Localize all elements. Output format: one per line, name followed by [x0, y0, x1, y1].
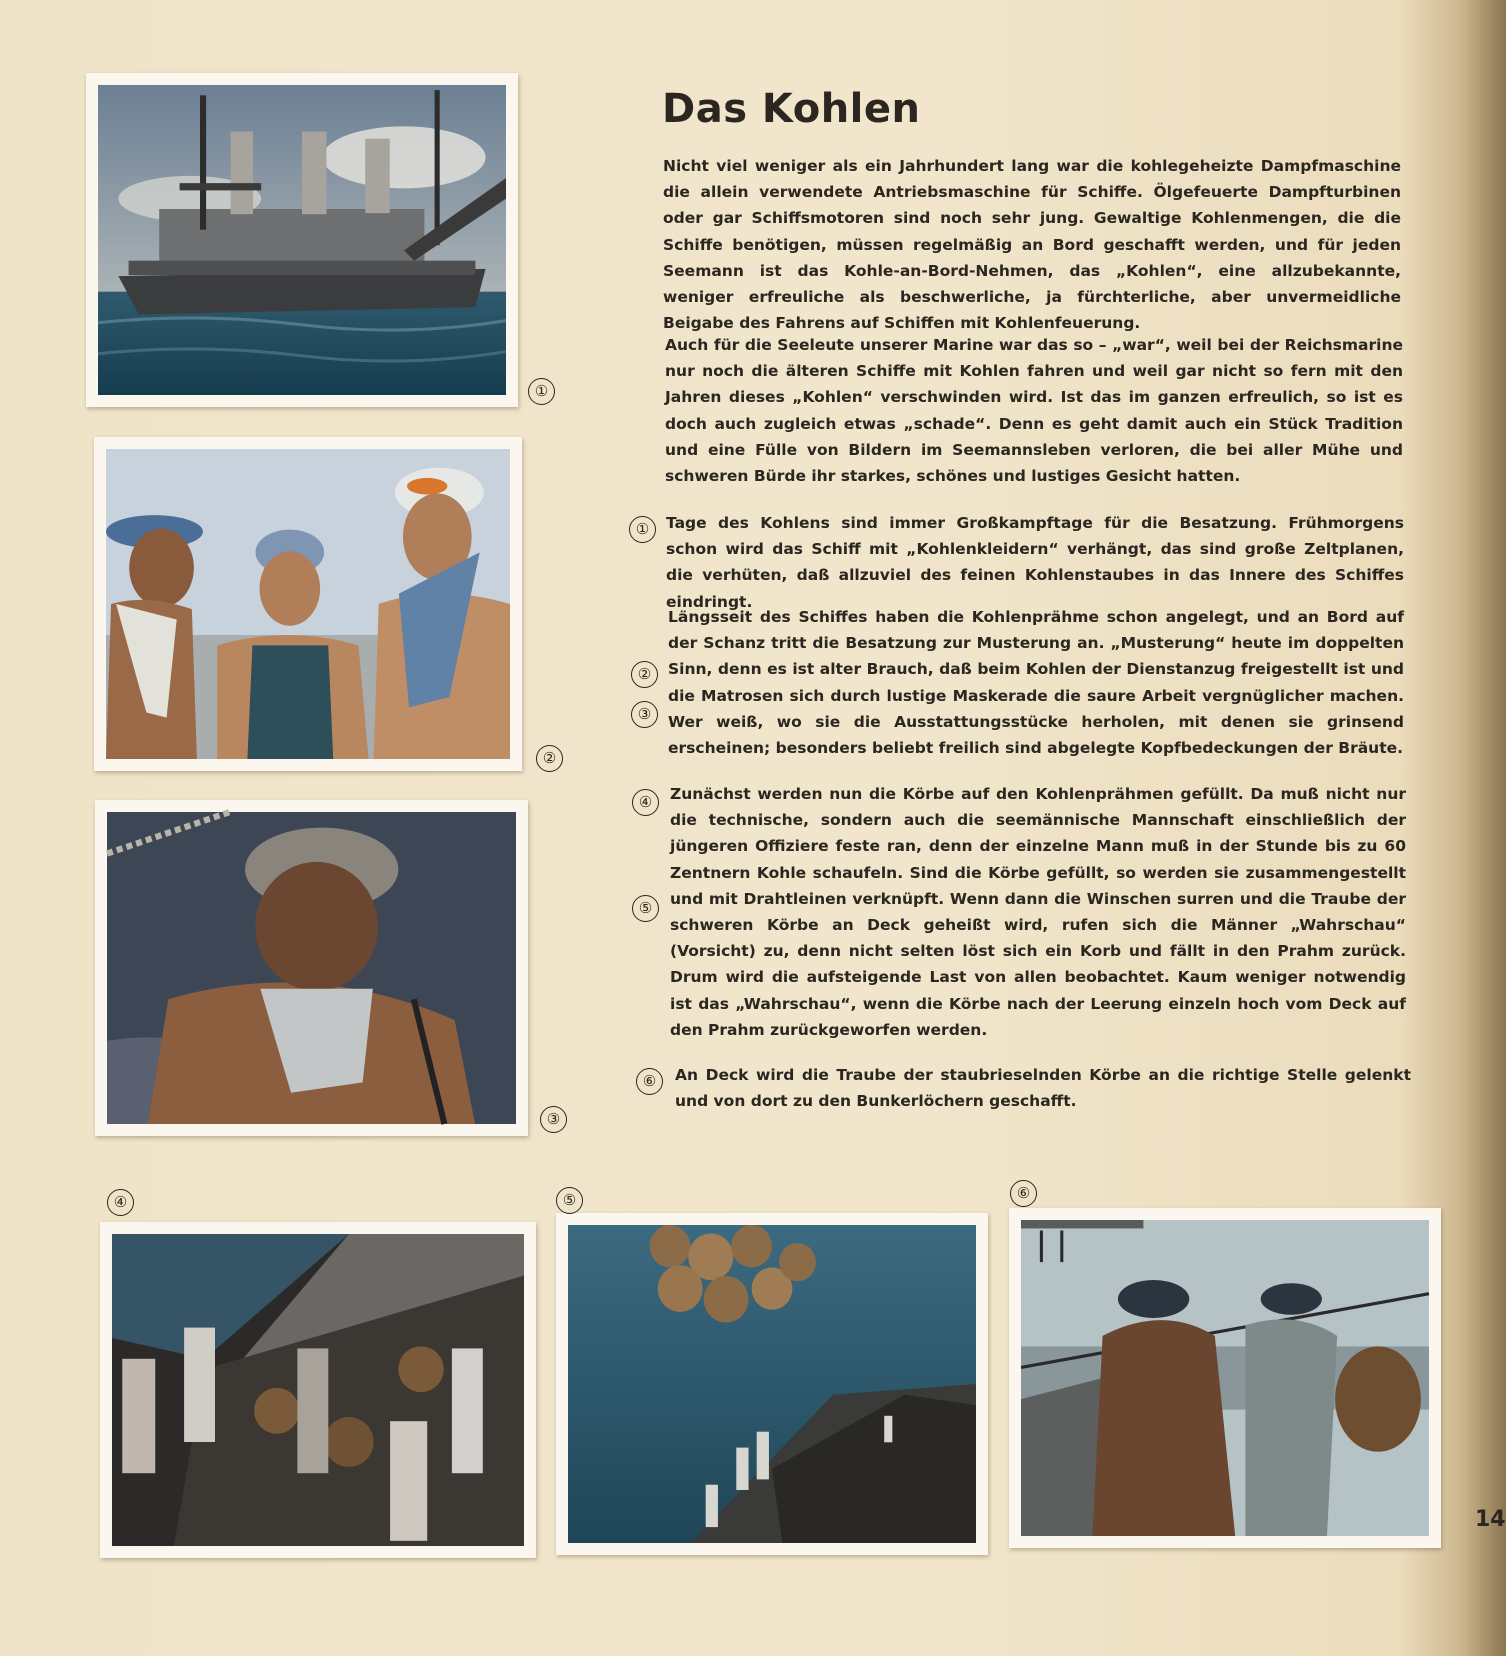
sailors-image [106, 449, 510, 759]
marker-5-text: ⑤ [632, 895, 659, 922]
paragraph-musterung: Längsseit des Schiffes haben die Kohlenprähme schon angelegt, und an Bord auf der Schanz tritt die Besatzung zur Musterung an. „Musterung“ heute im doppelten Sinn, denn es ist alter Brauch, daß beim Kohlen der Dienstanzug freigestellt ist und die Matrosen sich durch lustige Maskerade die saure Arbeit vergnüglicher machen. Wer weiß, wo sie die Ausstattungsstücke herholen, mit denen sie grinsend erscheinen; besonders beliebt freilich sind abgelegte Kopfbedeckungen der Bräute. [668, 608, 1404, 758]
marker-5-photo: ⑤ [556, 1187, 583, 1214]
coal-barge-image [112, 1234, 524, 1546]
battleship-image [98, 85, 506, 395]
paragraph-koerbe: Zunächst werden nun die Körbe auf den Kohlenprähmen gefüllt. Da muß nicht nur die technische, sondern auch die seemännische Mannschaft einschließlich der jüngeren Offiziere feste ran, denn der einzelne Mann muß in der Stunde bis zu 60 Zentnern Kohle schaufeln. Sind die Körbe gefüllt, so werden sie zusammengestellt und mit Drahtleinen verknüpft. Wenn dann die Winschen surren und die Traube der schweren Körbe an Deck geheißt wird, rufen sich die Männer „Wahrschau“ (Vorsicht) zu, denn nicht selten löst sich ein Korb und fällt in den Prahm zurück. Drum wird die aufsteigende Last von allen beobachtet. Kaum weniger notwendig ist das „Wahrschau“, wenn die Körbe nach der Leerung einzeln hoch vom Deck auf den Prahm zurückgeworfen werden. [670, 785, 1406, 1039]
marker-3-text: ③ [631, 701, 658, 728]
paragraph-an-deck: An Deck wird die Traube der staubrieselnden Körbe an die richtige Stelle gelenkt und von dort zu den Bunkerlöchern geschafft. [675, 1066, 1411, 1111]
photo-1-battleship [86, 73, 518, 407]
marker-1-text: ① [629, 516, 656, 543]
page-title: Das Kohlen [662, 86, 921, 132]
paragraph-marine: Auch für die Seeleute unserer Marine war das so – „war“, weil bei der Reichsmarine nur noch die älteren Schiffe mit Kohlen fahren und weil gar nicht so fern mit den Jahren dieses „Kohlen“ verschwinden wird. Ist das im ganzen erfreulich, so ist es doch auch zugleich etwas „schade“. Denn es geht damit auch ein Stück Tradition und eine Fülle von Bildern im Seemannsleben verloren, die bei aller Mühe und schweren Bürde ihr starkes, schönes und lustiges Gesicht hatten. [665, 336, 1403, 486]
photo-5-hoisted-baskets [556, 1213, 988, 1555]
paragraph-tage-des-kohlens: Tage des Kohlens sind immer Großkampftage für die Besatzung. Frühmorgens schon wird das Schiff mit „Kohlenkleidern“ verhängt, das sind große Zeltplanen, die verhüten, daß allzuviel des feinen Kohlenstaubes in das Innere des Schiffes eindringt. [666, 514, 1404, 611]
paragraph-intro: Nicht viel weniger als ein Jahrhundert lang war die kohlegeheizte Dampfmaschine die allein verwendete Antriebsmaschine für Schiffe. Ölgefeuerte Dampfturbinen oder gar Schiffsmotoren sind noch sehr jung. Gewaltige Kohlenmengen, die die Schiffe benötigen, müssen regelmäßig an Bord geschafft werden, und für jeden Seemann ist das Kohle-an-Bord-Nehmen, das „Kohlen“, eine allzubekannte, weniger erfreuliche als beschwerliche, ja fürchterliche, aber unvermeidliche Beigabe des Fahrens auf Schiffen mit Kohlenfeuerung. [663, 157, 1401, 333]
marker-1-photo: ① [528, 378, 555, 405]
marker-4-text: ④ [632, 789, 659, 816]
photo-2-sailors [94, 437, 522, 771]
marker-3-photo: ③ [540, 1106, 567, 1133]
marker-6-text: ⑥ [636, 1068, 663, 1095]
sailor-portrait-image [107, 812, 516, 1124]
marker-4-photo: ④ [107, 1189, 134, 1216]
page-number: 14 [1475, 1507, 1506, 1532]
photo-6-deck-baskets [1009, 1208, 1441, 1548]
hoisted-baskets-image [568, 1225, 976, 1543]
marker-2-photo: ② [536, 745, 563, 772]
photo-4-coal-barge [100, 1222, 536, 1558]
marker-6-photo: ⑥ [1010, 1180, 1037, 1207]
deck-baskets-image [1021, 1220, 1429, 1536]
photo-3-sailor-portrait [95, 800, 528, 1136]
marker-2-text: ② [631, 661, 658, 688]
